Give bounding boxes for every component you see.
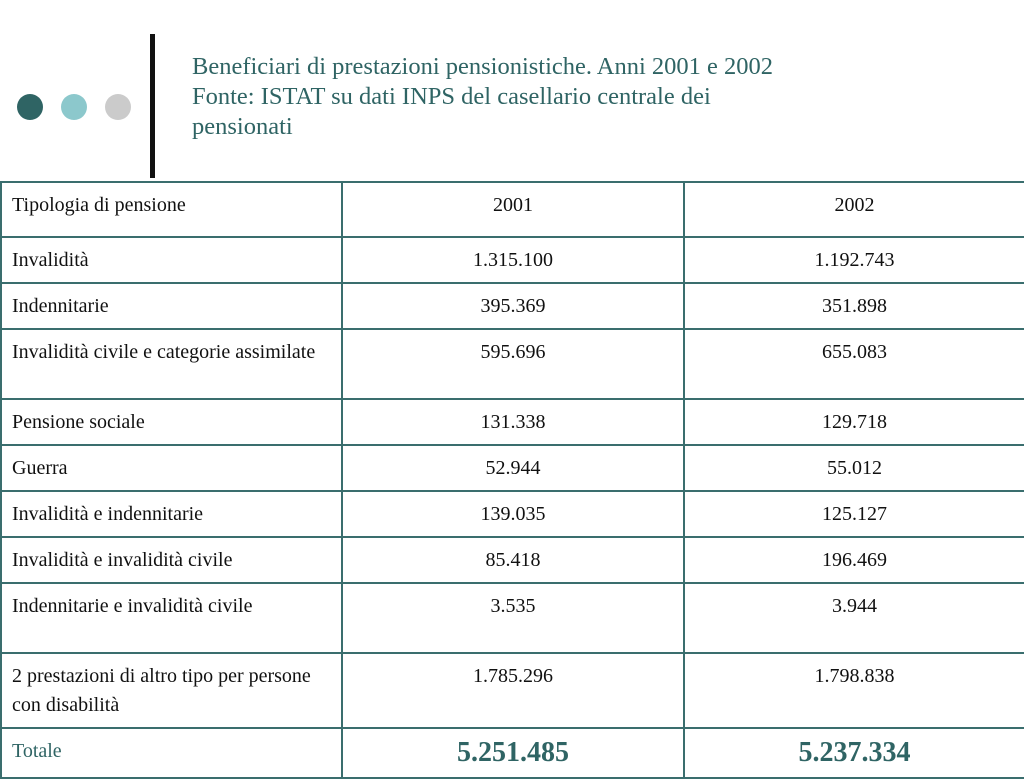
row-value-2001: 595.696	[342, 329, 684, 399]
table-row	[1, 653, 1024, 728]
row-label: Invalidità e invalidità civile	[1, 537, 342, 583]
title-line-2: Fonte: ISTAT su dati INPS del casellario centrale dei	[192, 83, 711, 110]
total-value-2002: 5.237.334	[684, 728, 1024, 778]
pension-beneficiaries-table	[0, 181, 1024, 779]
table-total-row	[1, 728, 1024, 778]
row-value-2002: 655.083	[684, 329, 1024, 399]
header-cell-2001: 2001	[342, 182, 684, 237]
row-label: Pensione sociale	[1, 399, 342, 445]
row-value-2001: 3.535	[342, 583, 684, 653]
row-label: 2 prestazioni di altro tipo per persone con disabilità	[1, 653, 342, 728]
row-value-2001: 1.785.296	[342, 653, 684, 728]
total-label: Totale	[1, 728, 342, 778]
row-value-2001: 131.338	[342, 399, 684, 445]
title-divider	[150, 34, 155, 178]
table-row	[1, 491, 1024, 537]
row-label: Guerra	[1, 445, 342, 491]
table-row	[1, 399, 1024, 445]
decorative-dot-dark	[17, 94, 43, 120]
table-row	[1, 237, 1024, 283]
decorative-dot-gray	[105, 94, 131, 120]
row-value-2002: 351.898	[684, 283, 1024, 329]
row-label: Indennitarie e invalidità civile	[1, 583, 342, 653]
table-row	[1, 445, 1024, 491]
row-value-2002: 196.469	[684, 537, 1024, 583]
table-header-row	[1, 182, 1024, 237]
row-value-2002: 3.944	[684, 583, 1024, 653]
decorative-dot-light	[61, 94, 87, 120]
row-value-2001: 1.315.100	[342, 237, 684, 283]
row-value-2001: 139.035	[342, 491, 684, 537]
table-row	[1, 329, 1024, 399]
row-value-2001: 395.369	[342, 283, 684, 329]
table-row	[1, 283, 1024, 329]
title-line-1: Beneficiari di prestazioni pensionistiche. Anni 2001 e 2002	[192, 53, 774, 80]
header-cell-2002: 2002	[684, 182, 1024, 237]
row-value-2001: 85.418	[342, 537, 684, 583]
header-cell-tipologia: Tipologia di pensione	[1, 182, 342, 237]
row-label: Invalidità civile e categorie assimilate	[1, 329, 342, 399]
row-label: Invalidità e indennitarie	[1, 491, 342, 537]
row-value-2002: 129.718	[684, 399, 1024, 445]
row-label: Invalidità	[1, 237, 342, 283]
row-value-2002: 1.192.743	[684, 237, 1024, 283]
title-line-3: pensionati	[192, 113, 293, 140]
row-label: Indennitarie	[1, 283, 342, 329]
table-row	[1, 583, 1024, 653]
table-row	[1, 537, 1024, 583]
total-value-2001: 5.251.485	[342, 728, 684, 778]
row-value-2002: 55.012	[684, 445, 1024, 491]
row-value-2002: 125.127	[684, 491, 1024, 537]
row-value-2002: 1.798.838	[684, 653, 1024, 728]
slide-title	[192, 52, 992, 142]
row-value-2001: 52.944	[342, 445, 684, 491]
